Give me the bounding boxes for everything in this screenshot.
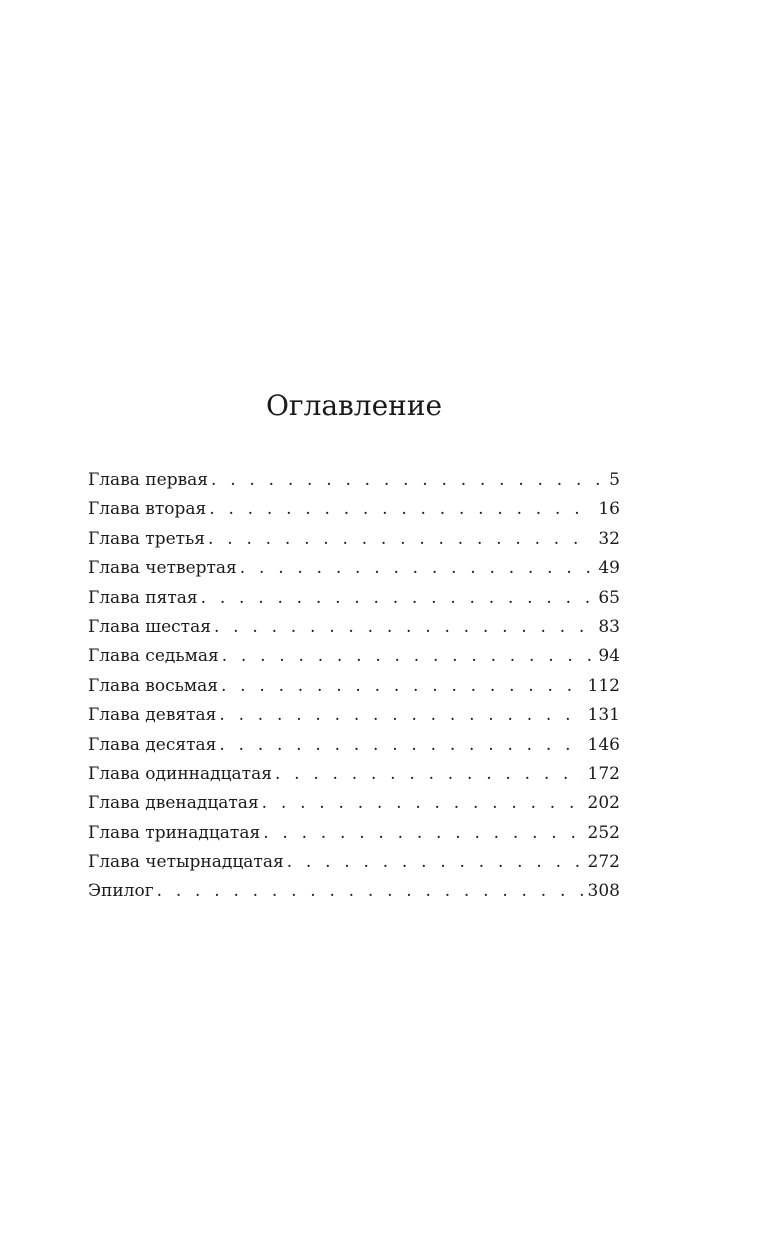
toc-entry-label: Глава пятая (88, 587, 198, 608)
toc-entry-page-number: 5 (609, 470, 620, 490)
toc-entry (88, 877, 620, 906)
toc-entry-page-number: 94 (598, 646, 620, 667)
toc-entry-page-number: 146 (587, 734, 620, 755)
toc-entry (88, 495, 620, 524)
dot-leader (219, 701, 583, 730)
dot-leader (209, 495, 594, 524)
toc-entry (88, 584, 620, 613)
toc-entry-page-number: 16 (598, 499, 620, 520)
toc-entry (88, 731, 620, 760)
toc-entry-page-number: 49 (598, 558, 620, 579)
dot-leader (214, 613, 594, 642)
toc-entry-label: Глава третья (88, 528, 206, 549)
toc-entry-label: Глава четырнадцатая (88, 852, 284, 873)
toc-entry-label: Эпилог (88, 881, 154, 902)
dot-leader (287, 848, 584, 877)
toc-entry (88, 466, 620, 495)
toc-entry (88, 613, 620, 642)
toc-entry (88, 525, 620, 554)
toc-entry-label: Глава первая (88, 470, 209, 490)
toc-entry-page-number: 32 (598, 528, 620, 549)
dot-leader (263, 819, 583, 848)
toc-entry-page-number: 65 (598, 587, 620, 608)
toc-entry (88, 789, 620, 818)
toc-entry-label: Глава восьмая (88, 675, 218, 696)
toc-entry-label: Глава тринадцатая (88, 822, 261, 843)
page-title: Оглавление (265, 389, 443, 422)
dot-leader (208, 525, 594, 554)
dot-leader (157, 877, 584, 906)
toc-entry-page-number: 252 (587, 822, 620, 843)
toc-entry-page-number: 83 (598, 616, 620, 637)
toc-entry-label: Глава шестая (88, 616, 211, 637)
dot-leader (201, 584, 595, 613)
toc-entry-page-number: 308 (587, 881, 620, 902)
toc-entry (88, 819, 620, 848)
toc-entry-page-number: 202 (587, 793, 620, 814)
toc-entry-label: Глава двенадцатая (88, 793, 259, 814)
dot-leader (275, 760, 584, 789)
toc-entry-label: Глава девятая (88, 705, 217, 726)
toc-entry-page-number: 272 (587, 852, 620, 873)
toc-entry (88, 848, 620, 877)
table-of-contents (88, 466, 620, 907)
toc-entry (88, 672, 620, 701)
toc-entry-page-number: 112 (587, 675, 620, 696)
toc-entry-label: Глава одиннадцатая (88, 763, 272, 784)
dot-leader (221, 672, 584, 701)
toc-entry-label: Глава четвертая (88, 558, 237, 579)
toc-entry (88, 760, 620, 789)
toc-entry-label: Глава десятая (88, 734, 217, 755)
toc-entry-label: Глава седьмая (88, 646, 219, 667)
dot-leader (240, 554, 595, 583)
dot-leader (262, 789, 584, 818)
toc-entry-label: Глава вторая (88, 499, 207, 520)
toc-entry-page-number: 172 (587, 763, 620, 784)
dot-leader (222, 642, 595, 671)
toc-entry-page-number: 131 (587, 705, 620, 726)
dot-leader (211, 466, 605, 495)
toc-entry (88, 701, 620, 730)
toc-entry (88, 554, 620, 583)
toc-entry (88, 642, 620, 671)
dot-leader (219, 731, 583, 760)
